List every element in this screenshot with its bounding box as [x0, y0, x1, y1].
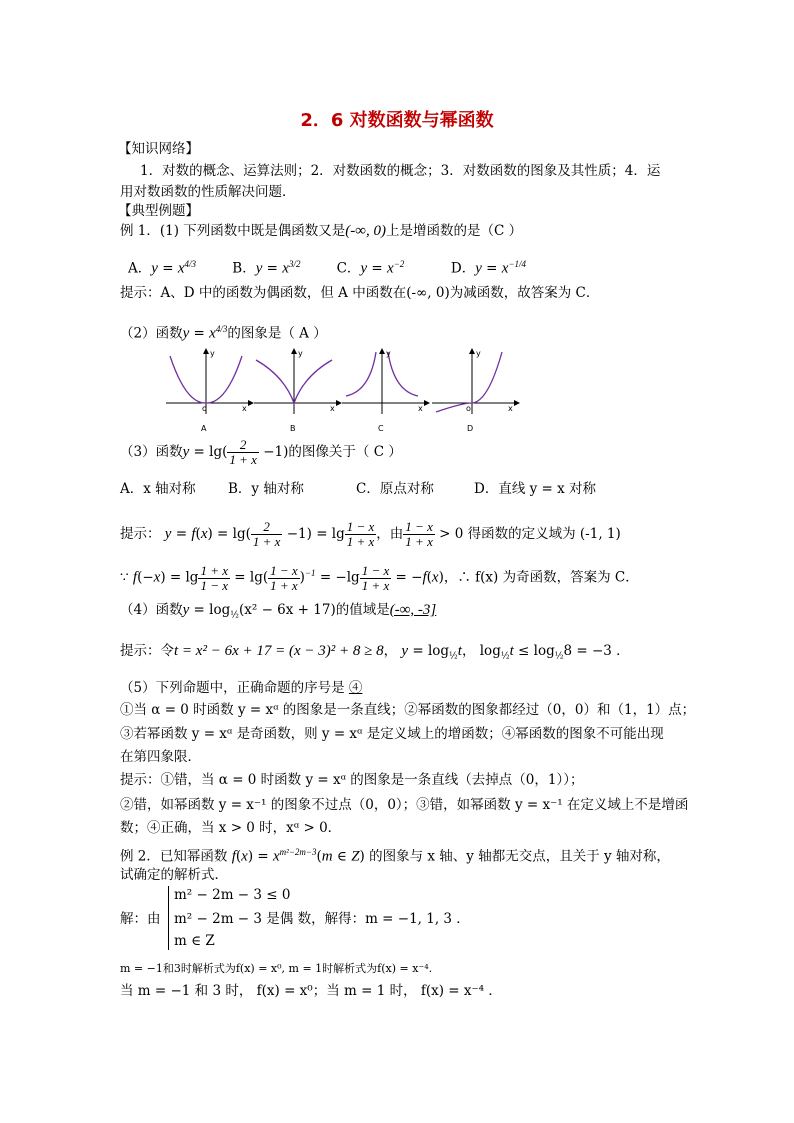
system-line-3: m ∈ Z [174, 933, 215, 949]
ex1-q1-interval: (-∞, 0) [345, 223, 386, 239]
graph-b-x: x [330, 404, 335, 413]
q5-line-1: ①当 α = 0 时函数 y = xᵅ 的图象是一条直线；②幂函数的图象都经过（0，0）和（1，1）点； [120, 702, 696, 718]
ex1-hint4: 提示：令t = x² − 6x + 17 = (x − 3)² + 8 ≥ 8， $y = \log_{\frac{1}{2}}t$， $\log_{\frac{1}{2}}t \le \log_{\frac{1}{2}}8 = -3$ ． [120, 643, 630, 662]
network-line-2: 用对数函数的性质解决问题． [120, 184, 296, 200]
ex1-q2: （2）函数$y = x^{4/3}$的图象是（ A ） [120, 324, 327, 342]
option-a: A．$y = x^{4/3}$ [128, 259, 197, 277]
option-c: C．$y = x^{-2}$ [336, 259, 405, 277]
graph-c-label: C [378, 424, 384, 433]
graph-d-label: D [467, 424, 474, 433]
ex1-q5: （5）下列命题中，正确命题的序号是 ④ [120, 680, 363, 696]
graph-a-x: x [242, 404, 247, 413]
hint5-line-2: ②错，如幂函数 y = x⁻¹ 的图象不过点（0，0）；③错，如幂函数 y = x⁻¹ 在定义域上不是增函 [120, 797, 689, 813]
ex1-hint1: 提示：A、D 中的函数为偶函数，但 A 中函数在(-∞, 0)为减函数，故答案为 C． [120, 285, 600, 301]
ex2-result-2: 当 m = −1 和 3 时， f(x) = x⁰；当 m = 1 时， f(x) = x⁻⁴ ． [120, 983, 502, 999]
heading-examples: 【典型例题】 [118, 203, 199, 219]
graph-d-x: x [508, 404, 513, 413]
graph-c-x: x [418, 404, 423, 413]
option3-b: B．y 轴对称 [228, 481, 304, 497]
graph-b-y: y [298, 349, 303, 358]
graph-a-o: o [202, 404, 207, 413]
ex1-hint3-line2: ∵ f(−x) = lg $\frac{1 + x}{1 - x}$ = lg( $\frac{1 - x}{1 + x}$ )$^{-1}$ = −lg $\frac{1 - x}{1 + x}$ = −f(x)，∴ f(x) 为奇函数，答案为 C． [120, 562, 639, 593]
ex2-result-1: m = −1和3时解析式为f(x) = x⁰, m = 1时解析式为f(x) = x⁻⁴. [120, 962, 433, 975]
network-line-1: 1．对数的概念、运算法则；2．对数函数的概念；3．对数函数的图象及其性质；4．运 [140, 163, 661, 179]
option3-d: D．直线 y = x 对称 [474, 481, 597, 497]
ex1-q4-answer: (-∞, -3] [389, 602, 437, 618]
ex2-line1: 例 2．已知幂函数 $f(x) = x^{m^2-2m-3}(m$ ∈ Z) 的图象与 x 轴、y 轴都无交点，且关于 y 轴对称， [120, 847, 670, 865]
hint5-line-1: 提示：①错，当 α = 0 时函数 y = xᵅ 的图象是一条直线（去掉点（0，1））； [120, 772, 584, 788]
graph-a-y: y [210, 349, 215, 358]
option3-c: C．原点对称 [356, 481, 434, 497]
graph-a-label: A [201, 424, 207, 433]
ex1-q3: （3）函数y = lg( $\frac{2}{1 + x}$ −1)的图像关于（ C ） [120, 437, 402, 467]
ex1-q1 [120, 221, 522, 241]
graph-c-y: y [386, 349, 391, 358]
q5-line-2: ③若幂函数 y = xᵅ 是奇函数，则 y = xᵅ 是定义域上的增函数；④幂函数的图象不可能出现 [120, 726, 664, 742]
option-d: D．$y = x^{-1/4}$ [450, 259, 527, 277]
hint5-line-3: 数；④正确，当 x > 0 时，xᵅ > 0． [120, 820, 342, 836]
ex1-q1-suffix: 上是增函数的是（C ） [385, 223, 523, 239]
q5-line-3: 在第四象限． [120, 749, 201, 765]
ex1-q5-answer: ④ [348, 680, 363, 696]
ex1-options-3 [120, 479, 596, 499]
ex1-options-1 [128, 254, 526, 279]
graph-d-y: y [476, 349, 481, 358]
graph-b-label: B [290, 424, 296, 433]
ex1-q1-prefix: 例 1．(1) 下列函数中既是偶函数又是 [120, 223, 346, 239]
option-b: B．$y = x^{3/2}$ [232, 259, 301, 277]
option3-a: A．x 轴对称 [120, 481, 196, 497]
graph-d-o: o [466, 404, 471, 413]
system-line-1: m² − 2m − 3 ≤ 0 [174, 887, 291, 903]
system-line-2: m² − 2m − 3 是偶 数，解得：m = −1, 1, 3 ． [174, 911, 470, 927]
ex1-q4: （4）函数$y = \log_{\frac{1}{2}}(x^2 - 6x + 17)$的值域是(-∞, -3] [120, 602, 437, 621]
page-title: 2．6 对数函数与幂函数 [300, 110, 494, 131]
heading-knowledge-network: 【知识网络】 [118, 141, 199, 157]
ex2-solve-prefix: 解：由 [120, 911, 161, 927]
ex2-line2: 试确定的解析式． [120, 867, 228, 883]
ex1-hint3-line1: 提示： y = f(x) = lg( $\frac{2}{1 + x}$ −1) = lg $\frac{1 - x}{1 + x}$ ，由 $\frac{1 - x}{1 + x}$ > 0 得函数的定义域为 (-1, 1) [120, 519, 621, 549]
